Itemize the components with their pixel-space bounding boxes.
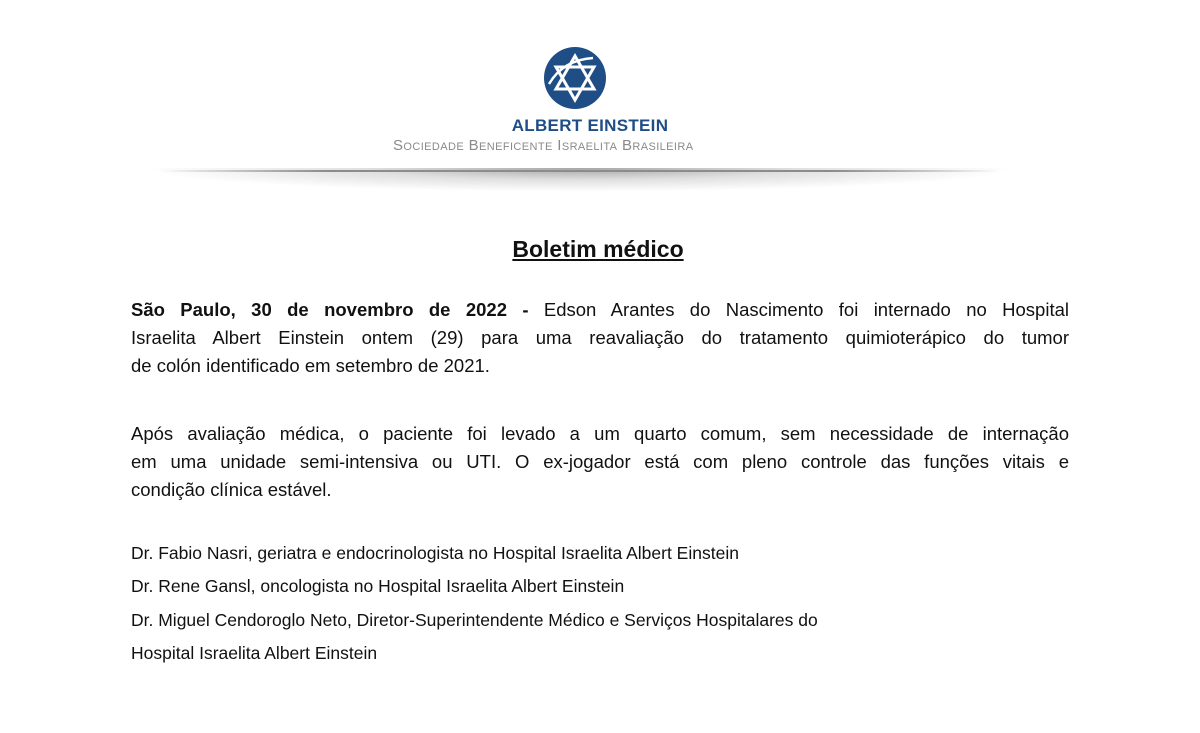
dateline: São Paulo, 30 de novembro de 2022 - (131, 299, 529, 320)
header-divider-line (160, 170, 1000, 172)
signatory: Dr. Rene Gansl, oncologista no Hospital Israelita Albert Einstein (131, 576, 625, 596)
signatory: Dr. Fabio Nasri, geriatra e endocrinologista no Hospital Israelita Albert Einstein (131, 543, 739, 563)
paragraph2-line: em uma unidade semi-intensiva ou UTI. O ex-jogador está com pleno controle das funções vitais e (131, 451, 1069, 472)
signatory: Dr. Miguel Cendoroglo Neto, Diretor-Superintendente Médico e Serviços Hospitalares do (131, 610, 818, 630)
star-of-david-logo-icon (543, 46, 607, 110)
org-subtitle: Sociedade Beneficente Israelita Brasileira (393, 137, 694, 154)
paragraph1-line: Israelita Albert Einstein ontem (29) para uma reavaliação do tratamento quimioterápico do tumor (131, 327, 1069, 348)
paragraph1-line: São Paulo, 30 de novembro de 2022 - Edson Arantes do Nascimento foi internado no Hospital (131, 299, 1069, 320)
paragraph2-line: condição clínica estável. (131, 479, 332, 500)
org-name: ALBERT EINSTEIN (511, 116, 669, 135)
paragraph1-line: de colón identificado em setembro de 2021. (131, 355, 490, 376)
document-title: Boletim médico (512, 236, 684, 262)
signatory: Hospital Israelita Albert Einstein (131, 643, 378, 663)
paragraph2-line: Após avaliação médica, o paciente foi levado a um quarto comum, sem necessidade de internação (131, 423, 1069, 444)
